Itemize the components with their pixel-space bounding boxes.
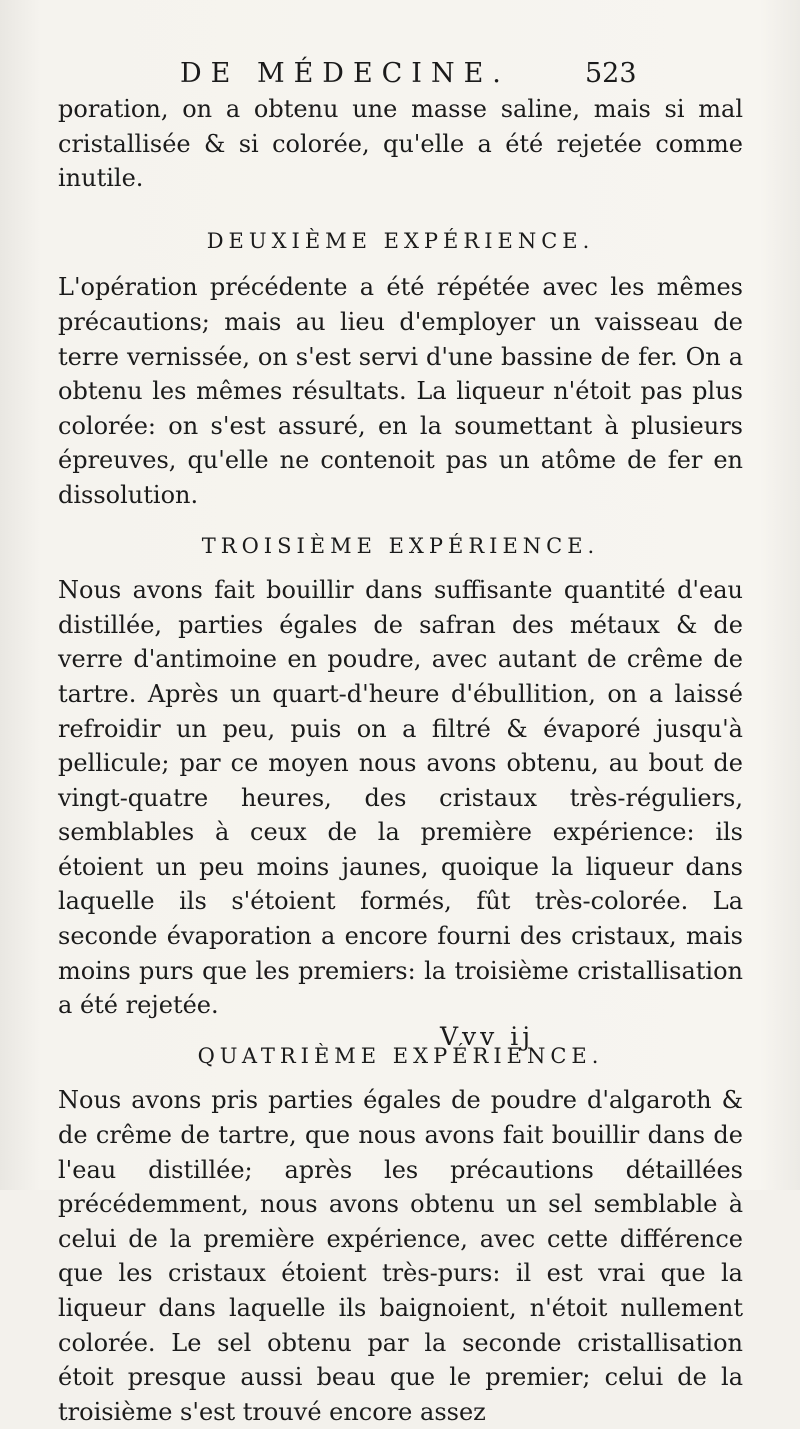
section-title-quatrieme: QUATRIÈME EXPÉRIENCE. bbox=[197, 1043, 604, 1068]
section-title-troisieme: TROISIÈME EXPÉRIENCE. bbox=[201, 533, 600, 558]
running-head: DE MÉDECINE. bbox=[180, 58, 510, 89]
section-paragraph-deuxieme: L'opération précédente a été répétée avec les mêmes précautions; mais au lieu d'employer un vaisseau de terre vernissée, on s'est servi d'une bassine de fer. On a obtenu les mêmes résultats. La liqueur n'étoit pas plus colorée: on s'est assuré, en la soumettant à plusieurs épreuves, qu'elle ne contenoit pas un atôme de fer en dissolution. bbox=[58, 273, 743, 509]
page-body bbox=[58, 92, 743, 1429]
continuation-paragraph: poration, on a obtenu une masse saline, mais si mal cristallisée & si colorée, qu'elle a été rejetée comme inutile. bbox=[58, 95, 743, 193]
section-paragraph-troisieme: Nous avons fait bouillir dans suffisante quantité d'eau distillée, parties égales de safran des métaux & de verre d'antimoine en poudre, avec autant de crême de tartre. Après un quart-d'heure d'ébullition, on a laissé refroidir un peu, puis on a filtré & évaporé jusqu'à pellicule; par ce moyen nous avons obtenu, au bout de vingt-quatre heures, des cristaux très-réguliers, semblables à ceux de la première expérience: ils étoient un peu moins jaunes, quoique la liqueur dans laquelle ils s'étoient formés, fût très-colorée. La seconde évaporation a encore fourni des cristaux, mais moins purs que les premiers: la troisième cristallisation a été rejetée. bbox=[58, 576, 743, 1020]
section-paragraph-quatrieme: Nous avons pris parties égales de poudre d'algaroth & de crême de tartre, que nous avons fait bouillir dans de l'eau distillée; après les précautions détaillées précédemment, nous avons obtenu un sel semblable à celui de la première expérience, avec cette différence que les cristaux étoient très-purs: il est vrai que la liqueur dans laquelle ils baignoient, n'étoit nullement colorée. Le sel obtenu par la seconde cristallisation étoit presque aussi beau que le premier; celui de la troisième s'est trouvé encore assez bbox=[58, 1086, 743, 1426]
page-number: 523 bbox=[585, 58, 637, 89]
section-title-deuxieme: DEUXIÈME EXPÉRIENCE. bbox=[206, 228, 595, 253]
signature-mark: Vvv ij bbox=[440, 1022, 534, 1051]
